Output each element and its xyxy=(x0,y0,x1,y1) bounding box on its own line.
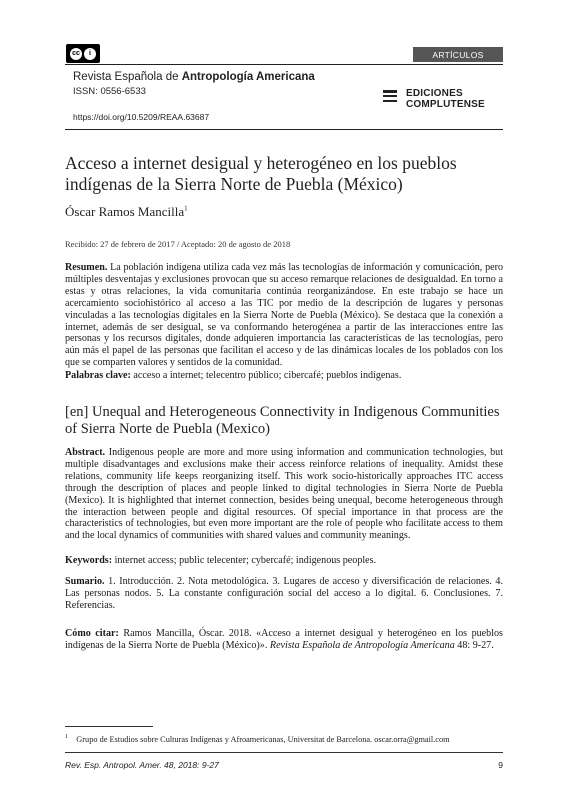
page-number: 9 xyxy=(498,760,503,770)
author xyxy=(65,204,188,220)
footnote-marker: 1 xyxy=(65,734,68,740)
palabras-clave xyxy=(65,370,503,382)
resumen-label: Resumen. xyxy=(65,262,108,273)
sumario-paragraph xyxy=(65,576,503,612)
publisher-line2: COMPLUTENSE xyxy=(406,99,485,110)
footer-rule xyxy=(65,752,503,753)
running-footer: Rev. Esp. Antropol. Amer. 48, 2018: 9-27 xyxy=(65,760,219,770)
citar-journal: Revista Española de Antropología Americana xyxy=(269,639,455,651)
publisher-line1: EDICIONES xyxy=(406,88,463,99)
keywords xyxy=(65,555,503,567)
section-label: ARTÍCULOS xyxy=(413,47,503,62)
issn: ISSN: 0556-6533 xyxy=(73,86,146,97)
author-note-marker[interactable]: 1 xyxy=(184,204,188,213)
resumen-paragraph xyxy=(65,262,503,369)
abstract-paragraph xyxy=(65,447,503,542)
keywords-label: Keywords: xyxy=(65,555,113,566)
journal-name-bold: Antropología Americana xyxy=(181,71,315,83)
english-title: [en] Unequal and Heterogeneous Connectivity in Indigenous Communities of Sierra Norte de Puebla (Mexico) xyxy=(65,404,500,437)
publisher-name xyxy=(406,88,485,110)
footnote-text: Grupo de Estudios sobre Culturas Indígenas y Afroamericanas, Universitat de Barcelona. oscar.orra@gmail.com xyxy=(76,734,450,744)
author-name: Óscar Ramos Mancilla xyxy=(65,204,185,219)
doi-link[interactable]: https://doi.org/10.5209/REAA.63687 xyxy=(73,112,210,122)
footnote-rule xyxy=(65,726,153,727)
journal-name xyxy=(73,71,315,83)
cc-license-badge[interactable] xyxy=(66,44,100,63)
palabras-clave-label: Palabras clave: xyxy=(65,370,131,381)
article-title: Acceso a internet desigual y heterogéneo en los pueblos indígenas de la Sierra Norte de Puebla (México) xyxy=(65,153,457,194)
abstract-label: Abstract. xyxy=(65,447,106,458)
attribution-person-icon: i xyxy=(84,48,96,60)
creative-commons-icon: cc xyxy=(70,48,82,60)
citar-text-before: Ramos Mancilla, Óscar. 2018. «Acceso a internet desigual y heterogéneo en los pueblos indígenas de la Sierra Norte de Puebla (México)». xyxy=(65,628,503,651)
journal-name-prefix: Revista Española de xyxy=(73,71,182,83)
palabras-clave-text: acceso a internet; telecentro público; cibercafé; pueblos indígenas. xyxy=(130,370,402,381)
footnote xyxy=(65,734,450,744)
citar-label: Cómo citar: xyxy=(65,628,119,639)
keywords-text: internet access; public telecenter; cybercafé; indigenous peoples. xyxy=(112,555,377,566)
sumario-text: 1. Introducción. 2. Nota metodológica. 3. Lugares de acceso y diversificación de relaciones. 4. Las personas nodos. 5. La constante configuración social del acceso a lo digital. 6. Conclusiones. 7. Referencias. xyxy=(65,576,503,611)
sumario-label: Sumario. xyxy=(65,576,105,587)
resumen-text: La población indígena utiliza cada vez más las tecnologías de información y comunicación, pero múltiples desventajas y exclusiones provocan que su acceso remarque relaciones de desigualdad. En torno a estas y otras relaciones, la vida comunitaria continúa reorganizándose. En este trabajo se hace un acercamiento sociohistórico al acceso a las TIC por medio de la descripción de lugares y personas vinculadas a las tecnologías digitales en la Sierra Norte de Puebla (México). Se destaca que la conexión a internet, además de ser desigual, se va conformando heterogénea a partir de las interacciones entre las personas y los recursos digitales, donde adquieren importancia las características de las tecnologías, pero aún más el papel de las personas que facilitan el acceso y de las dinámicas locales de los poblados con los que se comparten valores y sentidos de la comunidad. xyxy=(65,262,503,369)
publisher-logo-icon xyxy=(383,90,397,106)
como-citar-paragraph xyxy=(65,628,503,652)
received-accepted-dates: Recibido: 27 de febrero de 2017 / Aceptado: 20 de agosto de 2018 xyxy=(65,239,291,249)
citar-text-after: 48: 9-27. xyxy=(454,639,494,651)
abstract-text: Indigenous people are more and more using information and communication technologies, but multiple disadvantages and exclusions make their access reinforce relations of inequality. Amidst these relations, community life keeps reorganizing itself. This work socio-historically approaches ITC access through the description of places and people linked to digital technologies in Sierra Norte de Puebla (Mexico). It is highlighted that internet connection, besides being unequal, become heterogeneous through the interaction between people and digital resources. Of special importance in that process are the characteristics of technologies, but even more important are the role of people who facilitate access to them and the local dynamics of communities with shared values and community meanings. xyxy=(65,447,503,542)
